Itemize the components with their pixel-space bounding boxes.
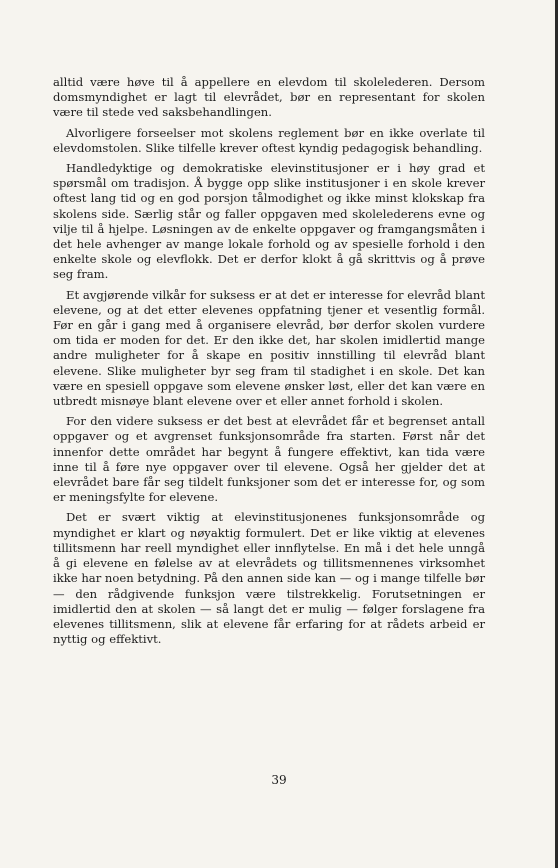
body-text [53,75,485,652]
paragraph-6: Det er svært viktig at elevinstitusjonenes funksjonsområde og myndighet er klart og nøyaktig formulert. Det er like viktig at elevenes tillitsmenn har reell myndighet eller innflytelse. En må i det hele unngå å gi elevene en følelse av at elevrådets og tillitsmennenes virksomhet ikke har noen betydning. På den annen side kan — og i mange tilfelle bør — den rådgivende funksjon være tilstrekkelig. Forutsetningen er imidlertid den at skolen — så langt det er mulig — følger forslagene fra elevenes tillitsmenn, slik at elevene får erfaring for at rådets arbeid er nyttig og effektivt. [53,510,485,647]
paragraph-3: Handledyktige og demokratiske elevinstitusjoner er i høy grad et spørsmål om tradisjon. Å bygge opp slike institusjoner i en skole krever oftest lang tid og en god porsjon tålmodighet og ikke minst klokskap fra skolens side. Særlig står og faller oppgaven med skolelederens evne og vilje til å hjelpe. Løsningen av de enkelte oppgaver og framgangsmåten i det hele avhenger av mange lokale forhold og av spesielle forhold i den enkelte skole og elevflokk. Det er derfor klokt å gå skrittvis og å prøve seg fram. [53,161,485,282]
paragraph-5: For den videre suksess er det best at elevrådet får et begrenset antall oppgaver og et avgrenset funksjonsområde fra starten. Først når det innenfor dette området har begynt å fungere effektivt, kan tida være inne til å føre nye oppgaver over til elevene. Også her gjelder det at elevrådet bare får seg tildelt funksjoner som det er interesse for, og som er meningsfylte for elevene. [53,414,485,505]
page-number: 39 [271,773,287,787]
paragraph-1: alltid være høve til å appellere en elevdom til skolelederen. Dersom domsmyndighet er lagt til elevrådet, bør en representant for skolen være til stede ved saksbehandlingen. [53,75,485,120]
paragraph-4: Et avgjørende vilkår for suksess er at det er interesse for elevråd blant elevene, og at det etter elevenes oppfatning tjener et vesentlig formål. Før en går i gang med å organisere elevråd, bør derfor skolen vurdere om tida er moden for det. Er den ikke det, har skolen imidlertid mange andre muligheter for å skape en positiv innstilling til elevråd blant elevene. Slike muligheter byr seg fram til stadighet i en skole. Det kan være en spesiell oppgave som elevene ønsker løst, eller det kan være en utbredt misnøye blant elevene over et eller annet forhold i skolen. [53,287,485,409]
paragraph-2: Alvorligere forseelser mot skolens reglement bør en ikke overlate til elevdomstolen. Slike tilfelle krever oftest kyndig pedagogisk behandling. [53,125,485,155]
